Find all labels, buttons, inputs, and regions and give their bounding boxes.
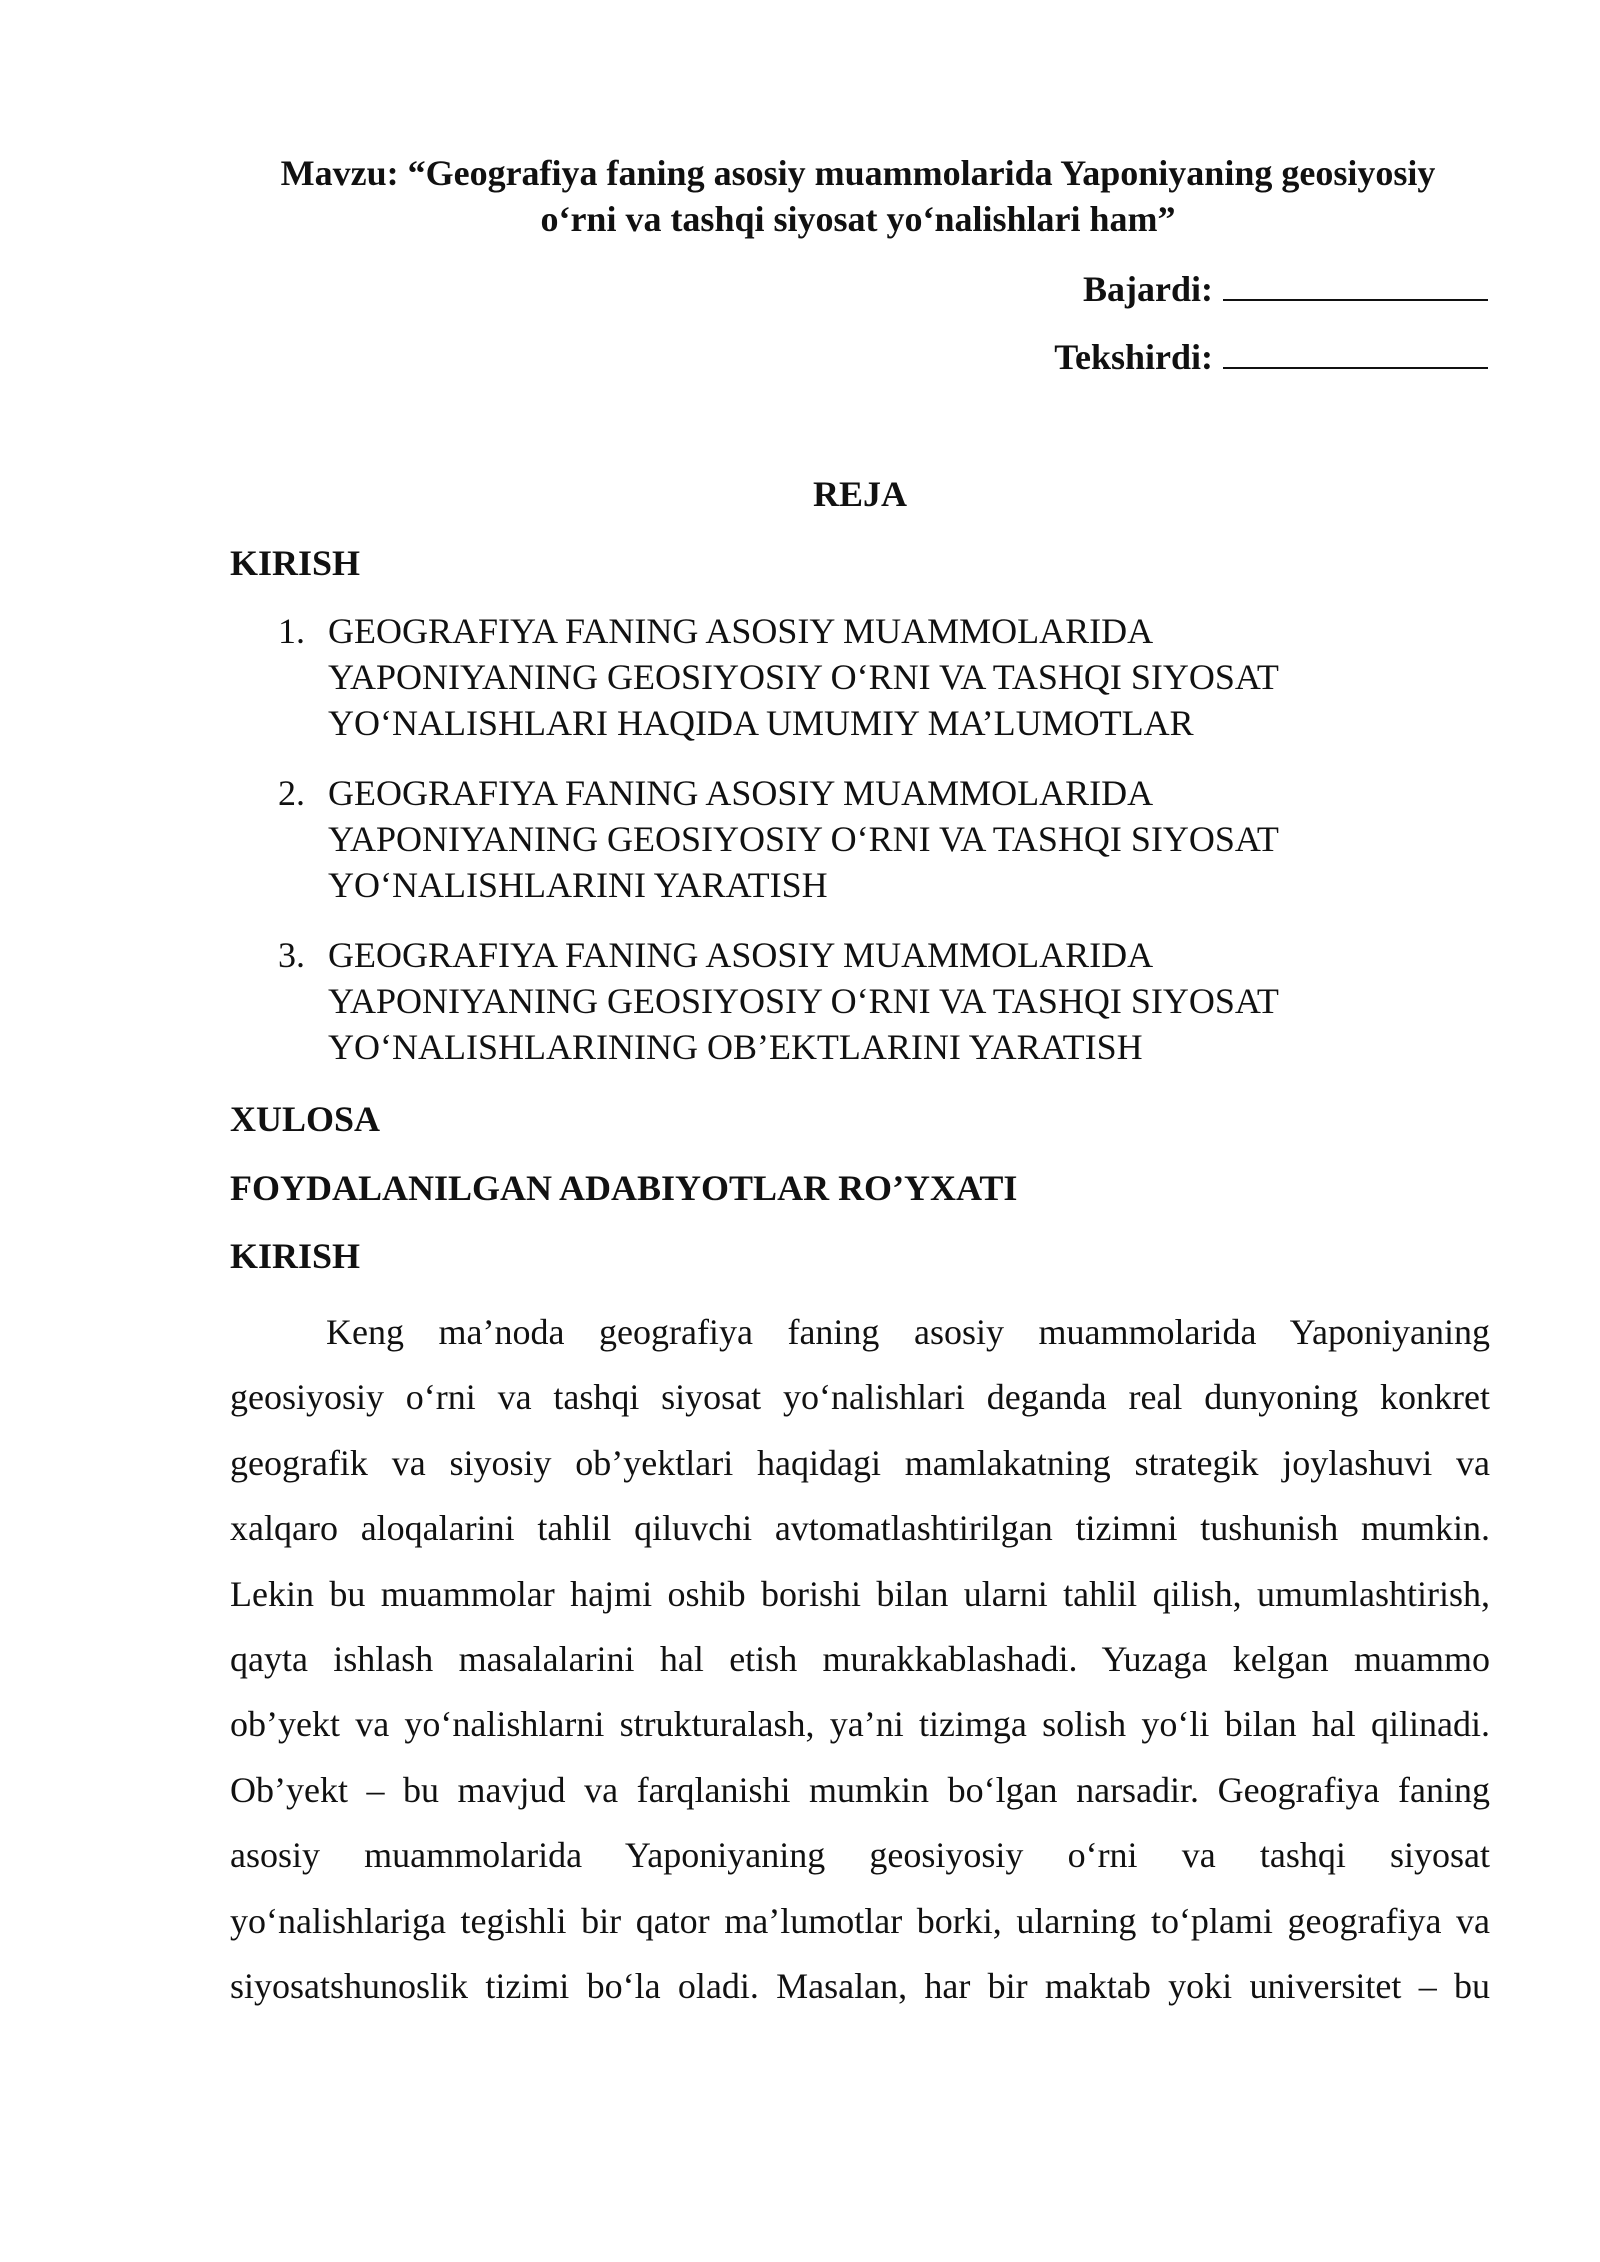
plan-item-line: GEOGRAFIYA FANING ASOSIY MUAMMOLARIDA <box>328 935 1154 975</box>
plan-conclusion-heading: XULOSA <box>230 1099 381 1139</box>
paragraph-line: Ob’yekt – bu mavjud va farqlanishi mumkin bo‘lgan narsadir. Geografiya faning <box>230 1769 1490 1810</box>
paragraph-line: Keng ma’noda geografiya faning asosiy muammolarida Yaponiyaning <box>326 1312 1490 1352</box>
plan-references-heading: FOYDALANILGAN ADABIYOTLAR RO’YXATI <box>230 1168 1018 1208</box>
plan-item-line: YO‘NALISHLARINING OB’EKTLARINI YARATISH <box>328 1027 1143 1067</box>
section-heading: KIRISH <box>230 1236 361 1276</box>
performer-blank-line <box>1223 269 1488 301</box>
plan-item-number: 1. <box>278 611 305 651</box>
title-line-2: o‘rni va tashqi siyosat yo‘nalishlari ham” <box>540 199 1176 239</box>
plan-item <box>230 932 1430 1070</box>
plan-item-number: 2. <box>278 773 305 813</box>
plan-item <box>230 770 1430 908</box>
checker-field <box>1054 334 1488 380</box>
paragraph-line: yo‘nalishlariga tegishli bir qator ma’lumotlar borki, ularning to‘plami geografiya va <box>230 1900 1490 1941</box>
paragraph-line: xalqaro aloqalarini tahlil qiluvchi avtomatlashtirilgan tizimni tushunish mumkin. <box>230 1508 1490 1549</box>
plan-item-line: YAPONIYANING GEOSIYOSIY O‘RNI VA TASHQI SIYOSAT <box>328 657 1279 697</box>
plan-item-line: YO‘NALISHLARI HAQIDA UMUMIY MA’LUMOTLAR <box>328 703 1194 743</box>
plan-list <box>230 608 1430 1094</box>
plan-item-line: YO‘NALISHLARINI YARATISH <box>328 865 828 905</box>
paragraph-line: geografik va siyosiy ob’yektlari haqidagi mamlakatning strategik joylashuvi va <box>230 1442 1490 1483</box>
checker-label: Tekshirdi: <box>1054 337 1213 377</box>
performer-field <box>1083 266 1488 312</box>
title-line-1: Mavzu: “Geografiya faning asosiy muammolarida Yaponiyaning geosiyosiy <box>280 153 1436 193</box>
plan-heading: REJA <box>812 474 907 514</box>
plan-item-line: YAPONIYANING GEOSIYOSIY O‘RNI VA TASHQI SIYOSAT <box>328 819 1279 859</box>
paragraph-line: qayta ishlash masalalarini hal etish murakkablashadi. Yuzaga kelgan muammo <box>230 1638 1490 1679</box>
checker-blank-line <box>1223 337 1488 369</box>
plan-item-line: GEOGRAFIYA FANING ASOSIY MUAMMOLARIDA <box>328 611 1154 651</box>
paragraph-line: siyosatshunoslik tizimi bo‘la oladi. Masalan, har bir maktab yoki universitet – bu <box>230 1965 1490 2006</box>
plan-item-number: 3. <box>278 935 305 975</box>
plan-intro-heading: KIRISH <box>230 543 361 583</box>
performer-label: Bajardi: <box>1083 269 1213 309</box>
plan-item <box>230 608 1430 746</box>
document-title <box>228 150 1488 242</box>
paragraph-line: asosiy muammolarida Yaponiyaning geosiyosiy o‘rni va tashqi siyosat <box>230 1835 1490 1876</box>
paragraph-line: ob’yekt va yo‘nalishlarni strukturalash, ya’ni tizimga solish yo‘li bilan hal qilinadi. <box>230 1704 1490 1745</box>
paragraph-line: Lekin bu muammolar hajmi oshib borishi bilan ularni tahlil qilish, umumlashtirish, <box>230 1573 1490 1614</box>
plan-item-line: GEOGRAFIYA FANING ASOSIY MUAMMOLARIDA <box>328 773 1154 813</box>
body-paragraph <box>230 1300 1490 2019</box>
plan-item-line: YAPONIYANING GEOSIYOSIY O‘RNI VA TASHQI SIYOSAT <box>328 981 1279 1021</box>
paragraph-line: geosiyosiy o‘rni va tashqi siyosat yo‘nalishlari deganda real dunyoning konkret <box>230 1377 1490 1418</box>
